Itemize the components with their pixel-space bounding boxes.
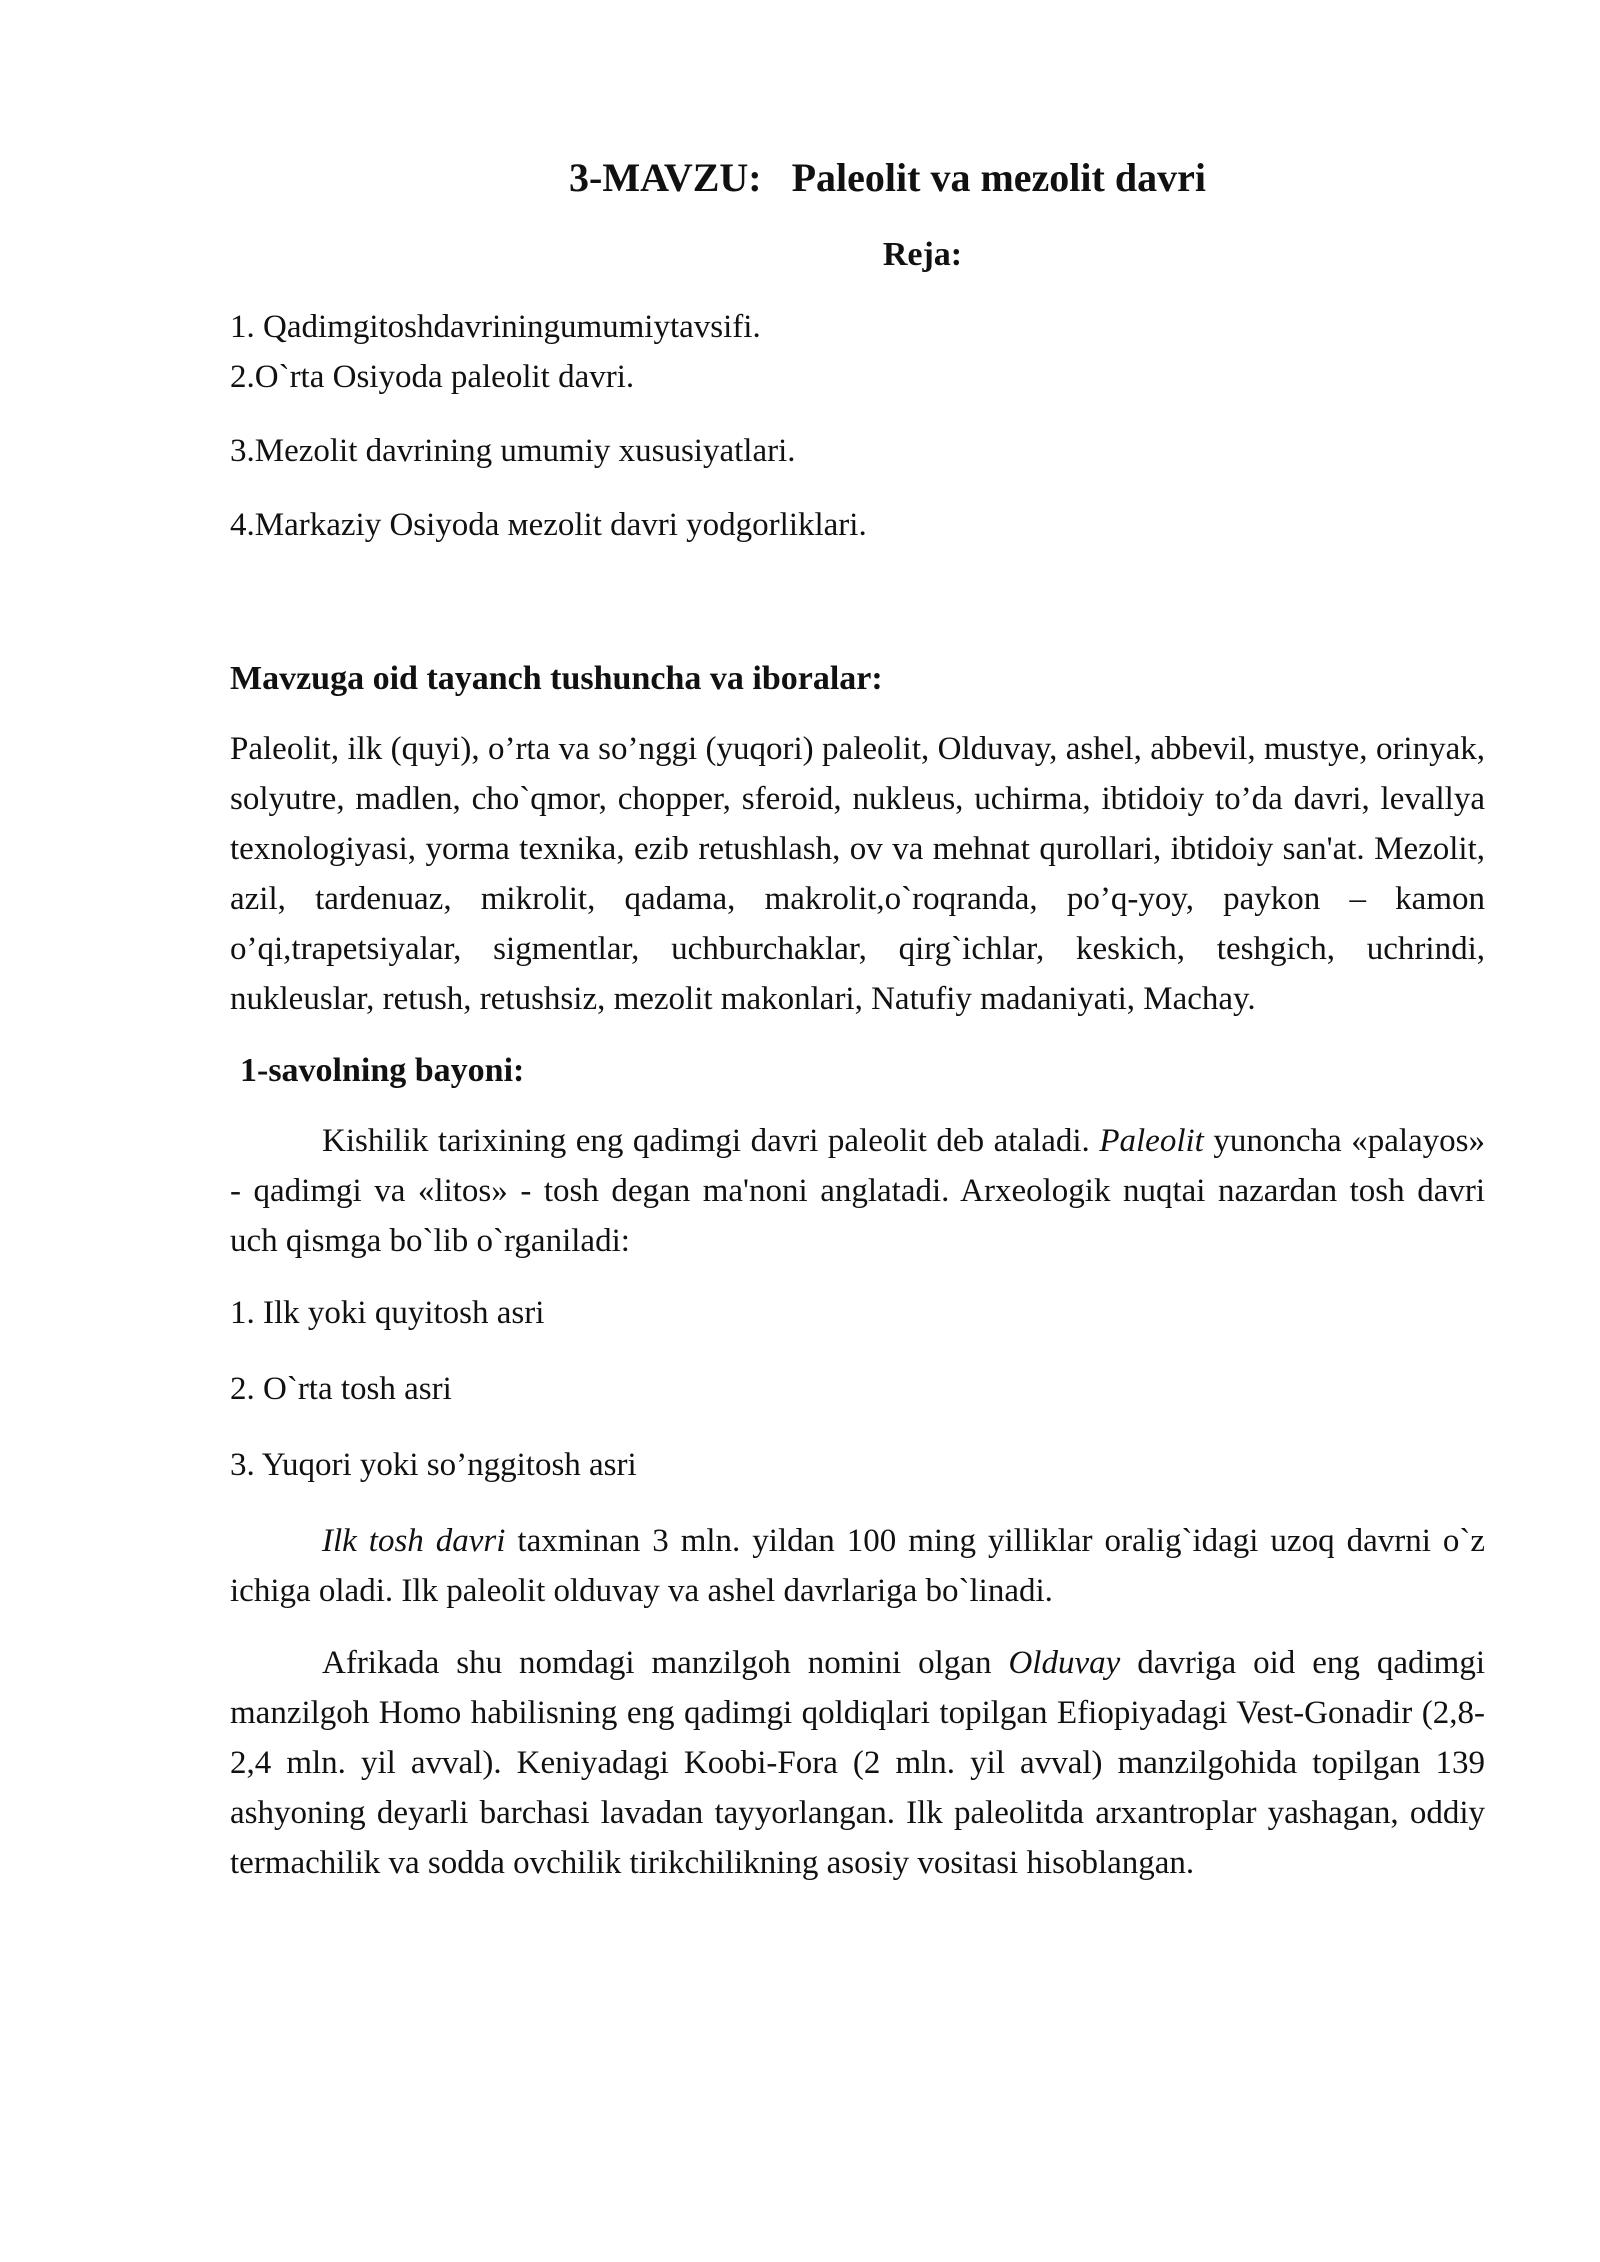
plan-item: 2.O`rta Osiyoda paleolit davri.: [230, 359, 635, 395]
paragraph-italic-term: Olduvay: [1008, 1645, 1121, 1681]
paragraph-italic-term: Paleolit: [1099, 1123, 1204, 1159]
terms-paragraph: Paleolit, ilk (quyi), o’rta va so’nggi (yuqori) paleolit, Olduvay, ashel, abbevil, mustye, orinyak, solyutre, madlen, cho`qmor, chopper, sferoid, nukleus, uchirma, ibtidoiy to’da davri, levallya texnologiyasi, yorma texnika, ezib retushlash, ov va mehnat qurollari, ibtidoiy san'at. Mezolit, azil, tardenuaz, mikrolit, qadama, makrolit,o`roqranda, po’q-yoy, paykon – kamon o’qi,trapetsiyalar, sigmentlar, uchburchaklar, qirg`ichlar, keskich, teshgich, uchrindi, nukleuslar, retush, retushsiz, mezolit makonlari, Natufiy madaniyati, Machay.: [230, 731, 1485, 1017]
plan-item: 3.Mezolit davrining umumiy xususiyatlari.: [230, 433, 796, 469]
paragraph-text: Afrikada shu nomdagi manzilgoh nomini olgan: [322, 1645, 1009, 1681]
paragraph-olduvay: [230, 1638, 1485, 1888]
period-item: 2. O`rta tosh asri: [230, 1371, 452, 1407]
paragraph-text: davriga oid eng qadimgi manzilgoh Homo habilisning eng qadimgi qoldiqlari topilgan Efiopiyadagi Vest-Gonadir (2,8-2,4 mln. yil avval). Keniyadagi Koobi-Fora (2 mln. yil avval) manzilgohida topilgan 139 ashyoning deyarli barchasi lavadan tayyorlangan. Ilk paleolitda arxantroplar yashagan, oddiy termachilik va sodda ovchilik tirikchilikning asosiy vositasi hisoblangan.: [230, 1645, 1486, 1881]
plan-list: [230, 302, 1485, 550]
question1-heading: 1-savolning bayoni:: [240, 1052, 525, 1089]
period-item: 3. Yuqori yoki so’nggitosh asri: [230, 1447, 637, 1483]
period-item: 1. Ilk yoki quyitosh asri: [230, 1295, 545, 1331]
paragraph-text: taxminan 3 mln. yildan 100 ming yilliklar oralig`idagi uzoq davrni o`z ichiga oladi. Ilk paleolit olduvay va ashel davrlariga bo`linadi.: [230, 1523, 1485, 1609]
paragraph-text: Kishilik tarixining eng qadimgi davri paleolit deb ataladi.: [322, 1123, 1100, 1159]
paragraph-paleolit-definition: [230, 1116, 1485, 1266]
document-title-text: 3-MAVZU: Paleolit va mezolit davri: [569, 155, 1206, 200]
paragraph-ilk-tosh-davri: [230, 1516, 1485, 1616]
paragraph-text: yunoncha «palayos» - qadimgi va «litos» - tosh degan ma'noni anglatadi. Arxeologik nuqtai nazardan tosh davri uch qismga bo`lib o`rganiladi:: [230, 1123, 1485, 1259]
plan-item: 1. Qadimgitoshdavriningumumiytavsifi.: [230, 309, 761, 345]
document-title: [230, 148, 1485, 208]
paragraph-italic-term: Ilk tosh davri: [322, 1523, 506, 1559]
plan-item: 4.Markaziy Osiyoda мezolit davri yodgorliklari.: [230, 507, 867, 543]
terms-heading: Mavzuga oid tayanch tushuncha va iboralar:: [230, 660, 883, 697]
plan-heading: Reja:: [882, 236, 963, 273]
